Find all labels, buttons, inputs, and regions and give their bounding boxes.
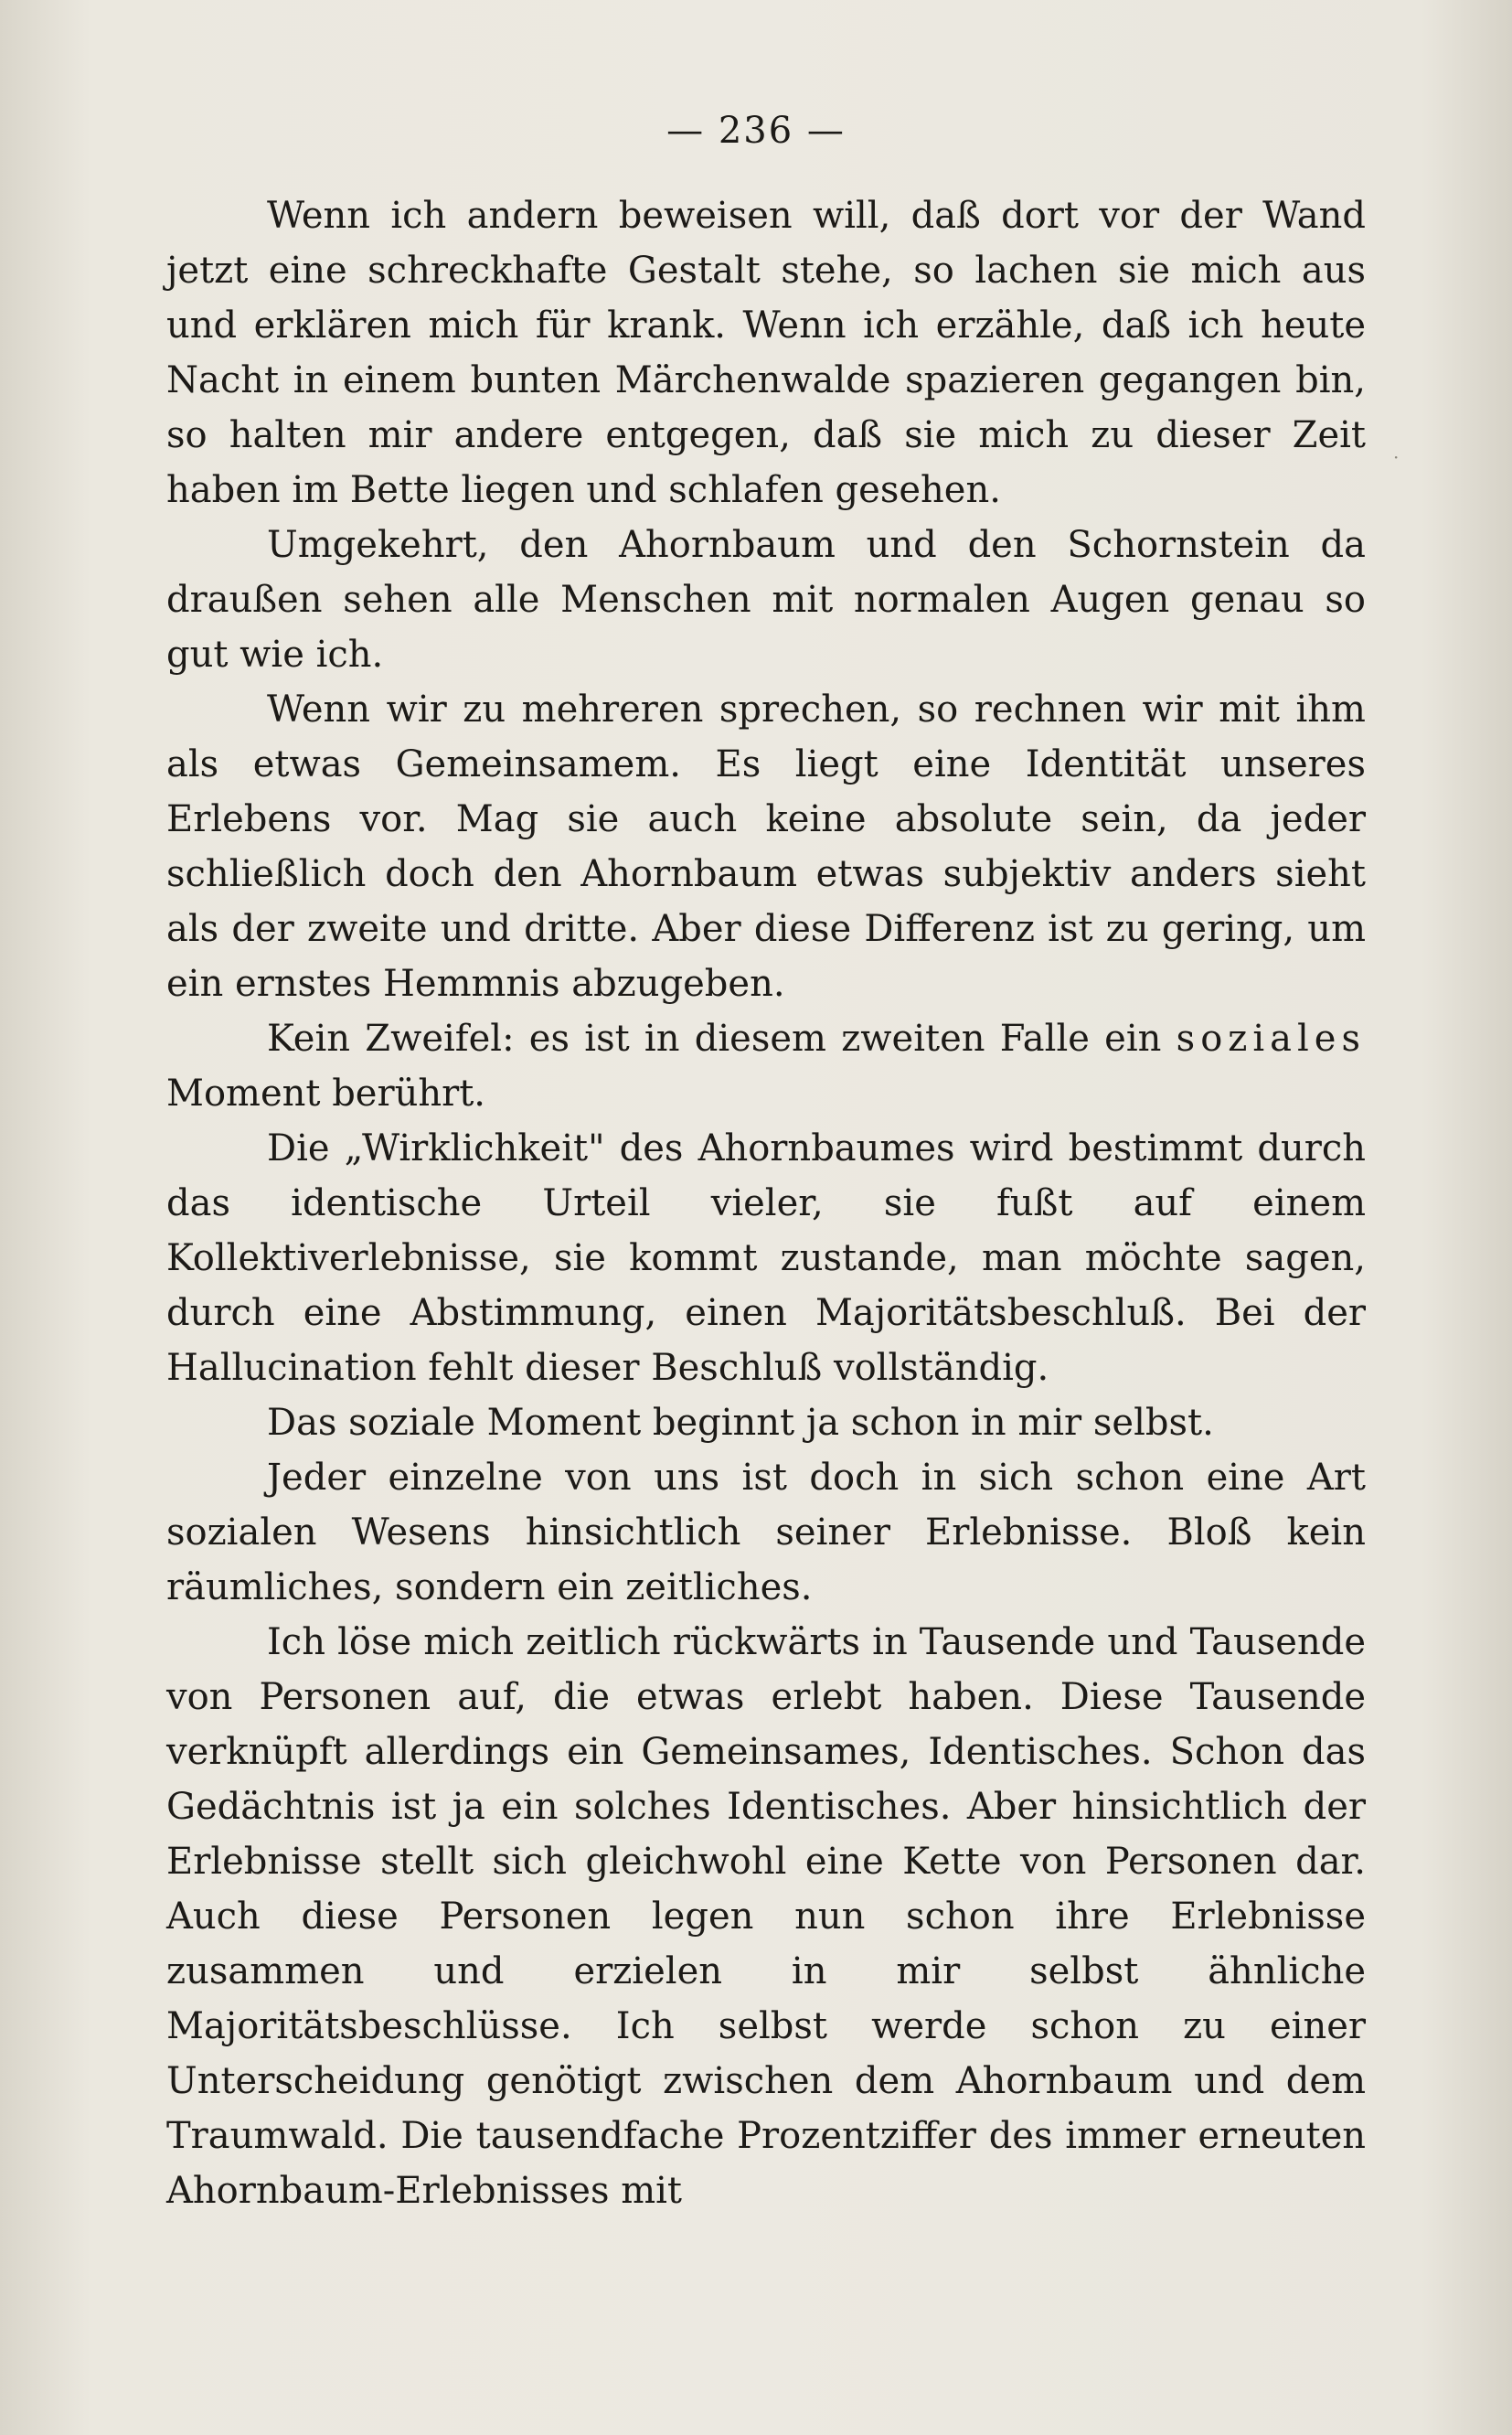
emphasis-spaced-word: soziales xyxy=(1176,1018,1366,1060)
paragraph-4 xyxy=(166,1011,1366,1121)
page-number: — 236 — xyxy=(666,110,846,152)
paragraph-4-before: Kein Zweifel: es ist in diesem zweiten Falle ein xyxy=(267,1018,1177,1060)
paragraph-6: Das soziale Moment beginnt ja schon in mir selbst. xyxy=(267,1402,1214,1444)
paragraph-3: Wenn wir zu mehreren sprechen, so rechnen wir mit ihm als etwas Gemeinsamem. Es liegt eine Identität unseres Erlebens vor. Mag sie auch keine absolute sein, da jeder schließlich doch den Ahornbaum etwas subjektiv anders sieht als der zweite und dritte. Aber diese Differenz ist zu gering, um ein ernstes Hemmnis abzugeben. xyxy=(166,689,1366,1005)
margin-speck: · xyxy=(1393,446,1400,468)
paragraph-2: Umgekehrt, den Ahornbaum und den Schornstein da draußen sehen alle Menschen mit normalen Augen genau so gut wie ich. xyxy=(166,524,1366,676)
paragraph-4-after: Moment berührt. xyxy=(166,1073,486,1115)
paragraph-5: Die „Wirklichkeit" des Ahornbaumes wird bestimmt durch das identische Urteil vieler, sie fußt auf einem Kollektiverlebnisse, sie kommt zustande, man möchte sagen, durch eine Abstimmung, einen Majoritätsbeschluß. Bei der Hallucination fehlt dieser Beschluß vollständig. xyxy=(166,1127,1366,1389)
paragraph-1: Wenn ich andern beweisen will, daß dort vor der Wand jetzt eine schreckhafte Gestalt stehe, so lachen sie mich aus und erklären mich für krank. Wenn ich erzähle, daß ich heute Nacht in einem bunten Märchenwalde spazieren gegangen bin, so halten mir andere entgegen, daß sie mich zu dieser Zeit haben im Bette liegen und schlafen gesehen. xyxy=(166,195,1366,511)
paragraph-7: Jeder einzelne von uns ist doch in sich schon eine Art sozialen Wesens hinsichtlich seiner Erlebnisse. Bloß kein räumliches, sondern ein zeitliches. xyxy=(166,1457,1366,1608)
text-body xyxy=(166,188,1366,2218)
paragraph-8: Ich löse mich zeitlich rückwärts in Tausende und Tausende von Personen auf, die etwas erlebt haben. Diese Tausende verknüpft allerdings ein Gemeinsames, Identisches. Schon das Gedächtnis ist ja ein solches Identisches. Aber hinsichtlich der Erlebnisse stellt sich gleichwohl eine Kette von Personen dar. Auch diese Personen legen nun schon ihre Erlebnisse zusammen und erzielen in mir selbst ähnliche Majoritätsbeschlüsse. Ich selbst werde schon zu einer Unterscheidung genötigt zwischen dem Ahornbaum und dem Traumwald. Die tausendfache Prozentziffer des immer erneuten Ahornbaum-Erlebnisses mit xyxy=(166,1621,1366,2212)
